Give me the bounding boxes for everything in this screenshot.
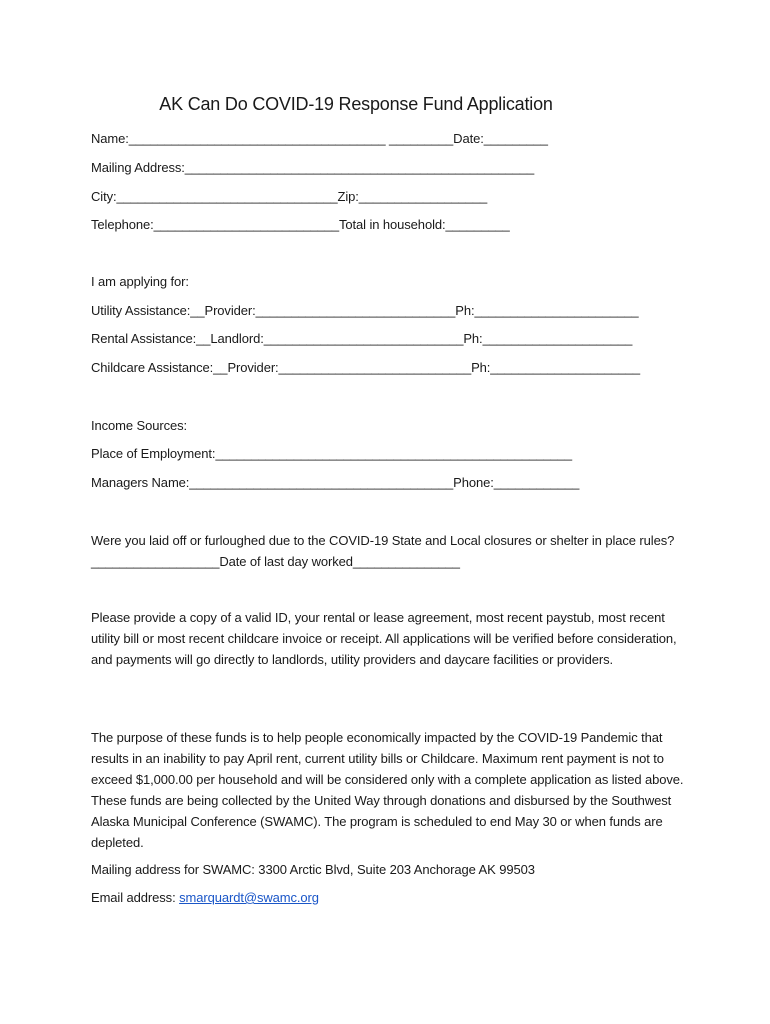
email-line — [91, 890, 319, 905]
city-zip-line[interactable]: City:_______________________________Zip:__________________ — [91, 189, 488, 204]
childcare-assistance-line[interactable]: Childcare Assistance:__Provider:___________________________Ph:_____________________ — [91, 360, 641, 375]
swamc-mailing-address: Mailing address for SWAMC: 3300 Arctic Blvd, Suite 203 Anchorage AK 99503 — [91, 862, 535, 877]
rental-assistance-line[interactable]: Rental Assistance:__Landlord:____________________________Ph:_____________________ — [91, 331, 633, 346]
income-sources-heading: Income Sources: — [91, 418, 188, 433]
documents-paragraph: Please provide a copy of a valid ID, your rental or lease agreement, most recent paystub, most recent utility bill or most recent childcare invoice or receipt. All applications will be verified before consideration, and payments will go directly to landlords, utility providers and daycare facilities or providers. — [91, 610, 677, 667]
employment-line[interactable]: Place of Employment:__________________________________________________ — [91, 446, 572, 461]
applying-for-heading: I am applying for: — [91, 274, 189, 289]
utility-assistance-line[interactable]: Utility Assistance:__Provider:____________________________Ph:_______________________ — [91, 303, 639, 318]
form-title: AK Can Do COVID-19 Response Fund Application — [159, 94, 553, 114]
purpose-paragraph: The purpose of these funds is to help people economically impacted by the COVID-19 Pandemic that results in an inability to pay April rent, current utility bills or Childcare. Maximum rent payment is not to exceed $1,000.00 per household and will be considered only with a complete application as listed above. These funds are being collected by the United Way through donations and disbursed by the Southwest Alaska Municipal Conference (SWAMC). The program is scheduled to end May 30 or when funds are depleted. — [91, 730, 684, 850]
name-date-line[interactable]: Name:____________________________________ _________Date:_________ — [91, 131, 548, 146]
telephone-household-line[interactable]: Telephone:__________________________Total in household:_________ — [91, 217, 510, 232]
manager-phone-line[interactable]: Managers Name:_____________________________________Phone:____________ — [91, 475, 580, 490]
email-link[interactable]: smarquardt@swamc.org — [179, 890, 319, 905]
mailing-address-line[interactable]: Mailing Address:_________________________________________________ — [91, 160, 535, 175]
email-label: Email address: — [91, 890, 180, 905]
laid-off-question[interactable]: Were you laid off or furloughed due to the COVID-19 State and Local closures or shelter in place rules? __________________Date of last day worked_______________ — [91, 533, 675, 569]
